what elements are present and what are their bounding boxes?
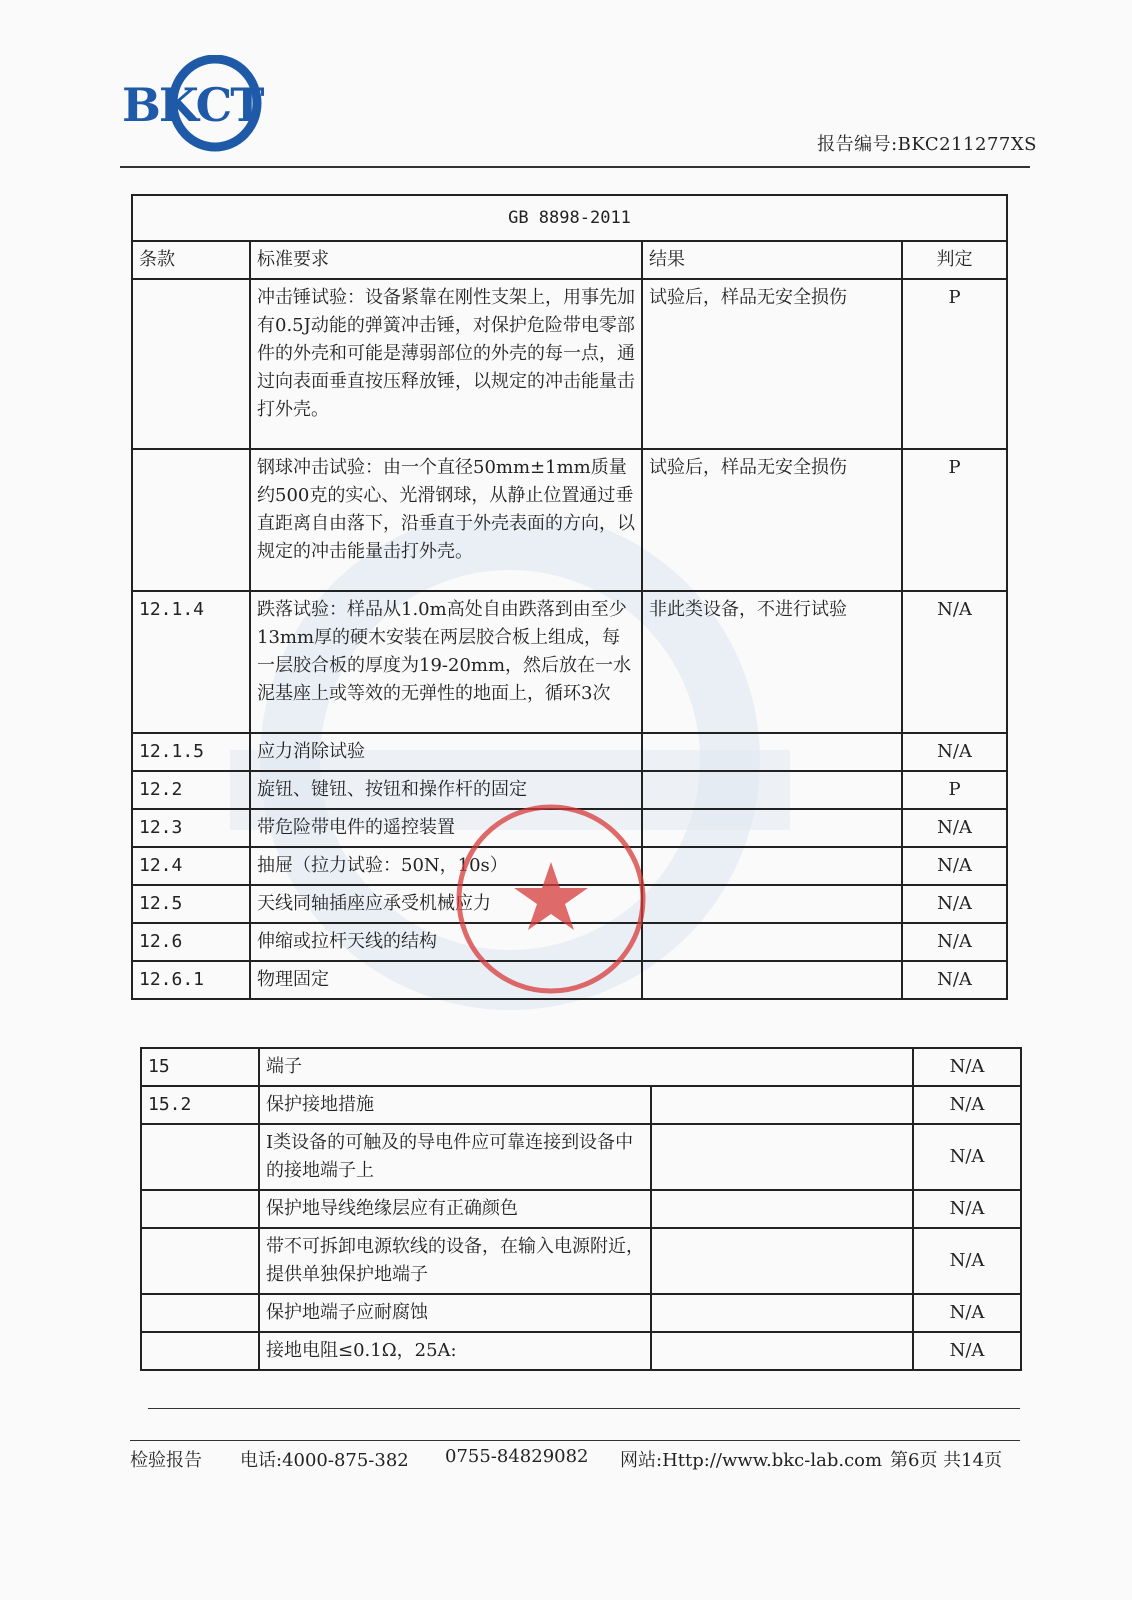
verdict-cell: N/A <box>902 885 1007 923</box>
verdict-cell: N/A <box>913 1332 1021 1370</box>
result-cell <box>651 1294 913 1332</box>
page-footer <box>130 1446 1020 1482</box>
clause-cell: 12.5 <box>132 885 250 923</box>
table-row <box>141 1228 1021 1294</box>
table-row <box>132 449 1007 591</box>
table-row <box>141 1048 1021 1086</box>
clause-cell: 15 <box>141 1048 259 1086</box>
verdict-cell: P <box>902 279 1007 449</box>
requirement-cell: 端子 <box>259 1048 913 1086</box>
clause-cell: 12.4 <box>132 847 250 885</box>
requirement-cell: 冲击锤试验：设备紧靠在刚性支架上，用事先加有0.5J动能的弹簧冲击锤，对保护危险带电零部件的外壳和可能是薄弱部位的外壳的每一点，通过向表面垂直按压释放锤，以规定的冲击能量击打外壳。 <box>250 279 642 449</box>
col-header-verdict: 判定 <box>902 241 1007 279</box>
verdict-cell: N/A <box>902 809 1007 847</box>
table-row <box>141 1294 1021 1332</box>
verdict-cell: N/A <box>913 1228 1021 1294</box>
table-row <box>141 1086 1021 1124</box>
clause-cell: 12.6.1 <box>132 961 250 999</box>
clause-cell <box>132 449 250 591</box>
requirement-cell: Ⅰ类设备的可触及的导电件应可靠连接到设备中的接地端子上 <box>259 1124 651 1190</box>
table-row <box>141 1124 1021 1190</box>
verdict-cell: N/A <box>902 961 1007 999</box>
table-title: GB 8898-2011 <box>132 195 1007 241</box>
requirement-cell: 保护地导线绝缘层应有正确颜色 <box>259 1190 651 1228</box>
footer-rule <box>130 1440 1020 1441</box>
table-row <box>141 1190 1021 1228</box>
verdict-cell: N/A <box>902 591 1007 733</box>
result-cell <box>651 1332 913 1370</box>
verdict-cell: N/A <box>902 923 1007 961</box>
result-cell: 试验后，样品无安全损伤 <box>642 279 902 449</box>
clause-cell: 12.6 <box>132 923 250 961</box>
result-cell <box>642 771 902 809</box>
bkct-logo <box>120 55 280 155</box>
requirement-cell: 带危险带电件的遥控装置 <box>250 809 642 847</box>
requirement-cell: 抽屉（拉力试验：50N，10s） <box>250 847 642 885</box>
report-number: 报告编号:BKC211277XS <box>817 134 1037 155</box>
col-header-clause: 条款 <box>132 241 250 279</box>
requirement-cell: 物理固定 <box>250 961 642 999</box>
verdict-cell: N/A <box>902 733 1007 771</box>
clause-cell <box>141 1294 259 1332</box>
result-cell <box>642 809 902 847</box>
result-cell <box>642 961 902 999</box>
result-cell <box>651 1228 913 1294</box>
requirement-cell: 伸缩或拉杆天线的结构 <box>250 923 642 961</box>
header-rule <box>120 166 1030 168</box>
verdict-cell: P <box>902 771 1007 809</box>
footer-rule-top <box>148 1408 1020 1409</box>
clause-cell: 12.3 <box>132 809 250 847</box>
clause-cell <box>141 1228 259 1294</box>
clause-cell: 12.1.5 <box>132 733 250 771</box>
requirement-cell: 应力消除试验 <box>250 733 642 771</box>
clause-cell <box>132 279 250 449</box>
footer-website: 网站:Http://www.bkc-lab.com <box>620 1450 883 1471</box>
result-cell <box>651 1190 913 1228</box>
requirement-cell: 旋钮、键钮、按钮和操作杆的固定 <box>250 771 642 809</box>
company-seal-stamp <box>452 800 650 998</box>
table-row <box>132 733 1007 771</box>
clause-cell <box>141 1332 259 1370</box>
verdict-cell: N/A <box>902 847 1007 885</box>
requirement-cell: 钢球冲击试验：由一个直径50mm±1mm质量约500克的实心、光滑钢球，从静止位置通过垂直距离自由落下，沿垂直于外壳表面的方向，以规定的冲击能量击打外壳。 <box>250 449 642 591</box>
result-cell <box>642 733 902 771</box>
result-cell <box>642 847 902 885</box>
svg-text:BKCT: BKCT <box>122 78 263 132</box>
verdict-cell: P <box>902 449 1007 591</box>
result-cell <box>642 923 902 961</box>
requirement-cell: 带不可拆卸电源软线的设备，在输入电源附近，提供单独保护地端子 <box>259 1228 651 1294</box>
verdict-cell: N/A <box>913 1190 1021 1228</box>
verdict-cell: N/A <box>913 1124 1021 1190</box>
result-cell: 非此类设备，不进行试验 <box>642 591 902 733</box>
verdict-cell: N/A <box>913 1048 1021 1086</box>
verdict-cell: N/A <box>913 1086 1021 1124</box>
result-cell <box>651 1124 913 1190</box>
footer-phone: 电话:4000-875-382 <box>240 1450 409 1471</box>
table-row <box>132 279 1007 449</box>
requirement-cell: 保护接地措施 <box>259 1086 651 1124</box>
verdict-cell: N/A <box>913 1294 1021 1332</box>
clause-cell: 12.2 <box>132 771 250 809</box>
result-cell: 试验后，样品无安全损伤 <box>642 449 902 591</box>
result-cell <box>642 885 902 923</box>
footer-page-number: 第6页 共14页 <box>890 1450 1003 1471</box>
table-row <box>141 1332 1021 1370</box>
result-cell <box>651 1086 913 1124</box>
clause-cell: 12.1.4 <box>132 591 250 733</box>
requirement-cell: 接地电阻≤0.1Ω，25A: <box>259 1332 651 1370</box>
requirement-cell: 保护地端子应耐腐蚀 <box>259 1294 651 1332</box>
clause-cell <box>141 1190 259 1228</box>
clause-cell: 15.2 <box>141 1086 259 1124</box>
col-header-requirement: 标准要求 <box>250 241 642 279</box>
test-table-2 <box>140 1047 1022 1371</box>
table-row <box>132 591 1007 733</box>
requirement-cell: 天线同轴插座应承受机械应力 <box>250 885 642 923</box>
footer-label: 检验报告 <box>130 1450 202 1471</box>
col-header-result: 结果 <box>642 241 902 279</box>
requirement-cell: 跌落试验：样品从1.0m高处自由跌落到由至少13mm厚的硬木安装在两层胶合板上组成，每一层胶合板的厚度为19-20mm，然后放在一水泥基座上或等效的无弹性的地面上，循环3次 <box>250 591 642 733</box>
clause-cell <box>141 1124 259 1190</box>
footer-phone2: 0755-84829082 <box>445 1446 589 1467</box>
